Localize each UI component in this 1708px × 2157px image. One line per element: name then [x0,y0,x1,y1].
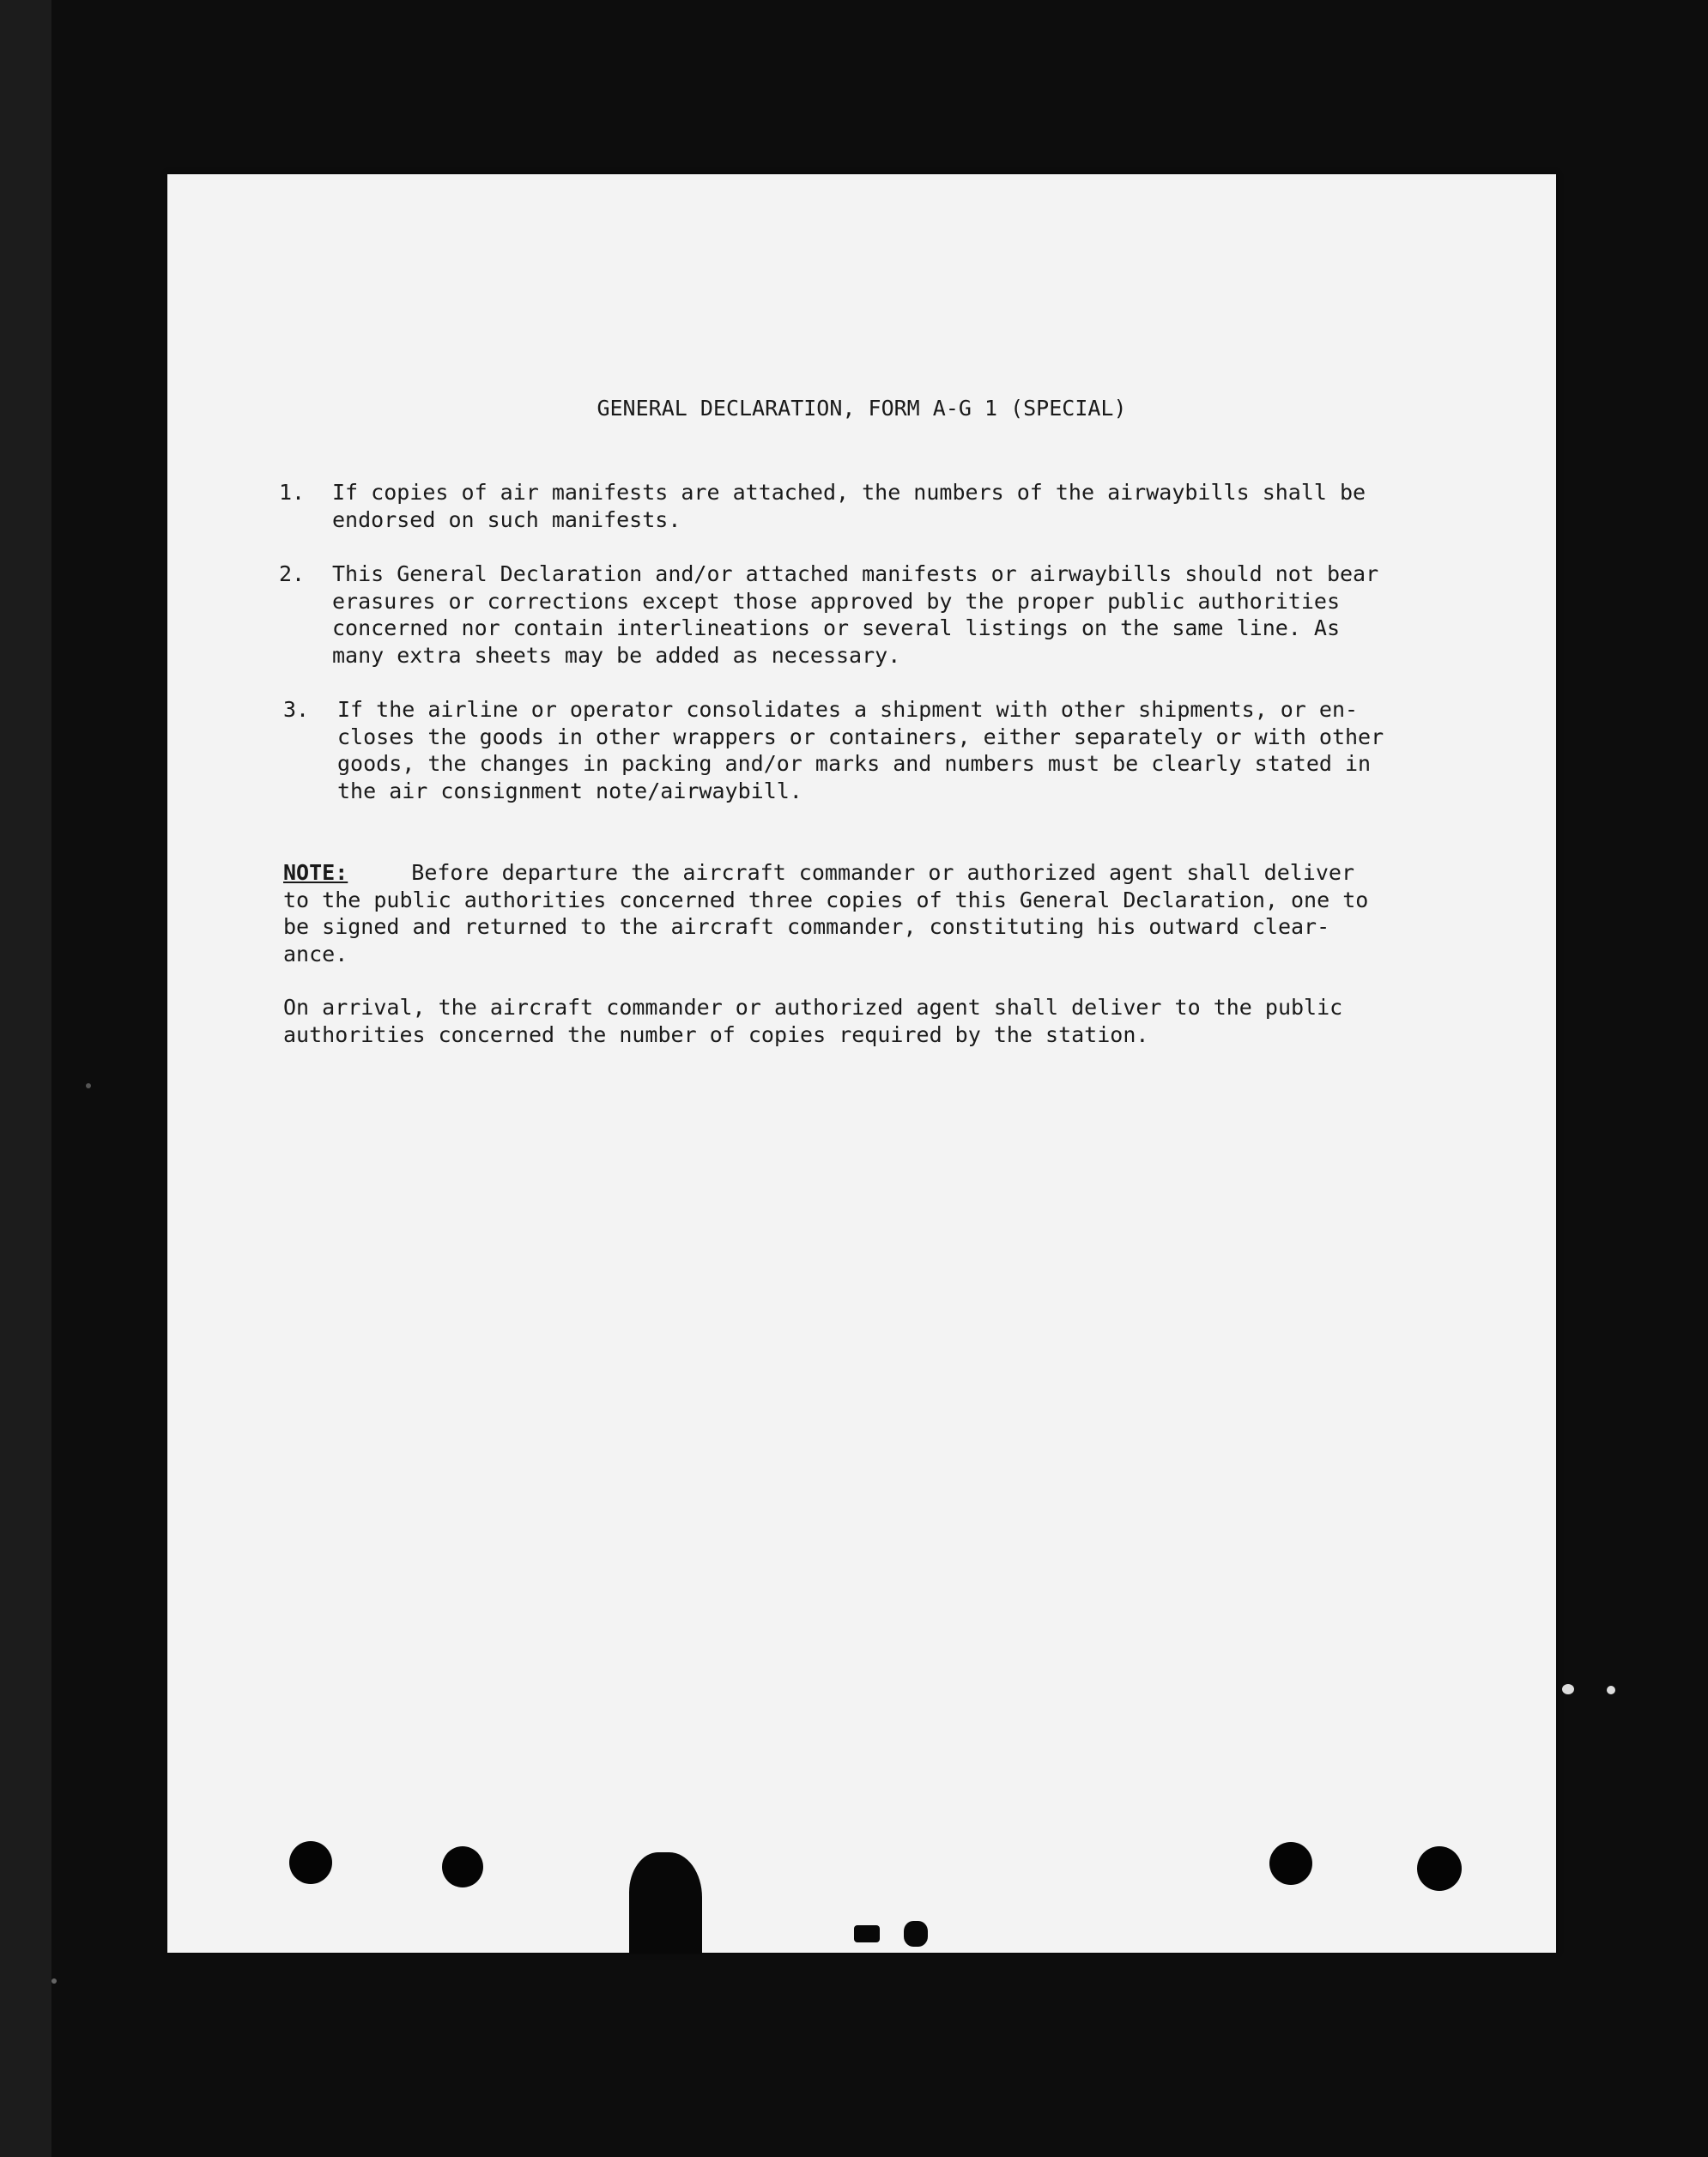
note-paragraph [283,859,1442,967]
note-first-line [283,859,1442,887]
text-line: This General Declaration and/or attached manifests or airwaybills should not bear [332,561,1379,586]
text-line: ance. [283,941,348,966]
text-line: authorities concerned the number of copies required by the station. [283,1021,1149,1047]
page-title: GENERAL DECLARATION, FORM A-G 1 (SPECIAL) [597,396,1127,421]
text-line: erasures or corrections except those approved by the proper public authorities [332,588,1340,614]
damage-mark [629,1852,702,1953]
scan-speck [1562,1684,1574,1694]
text-line: be signed and returned to the aircraft commander, constituting his outward clear- [283,914,1330,939]
item-number: 2. [279,561,306,586]
text-line: If copies of air manifests are attached, the numbers of the airwaybills shall be [332,480,1366,505]
item-text [337,696,1445,804]
damage-mark [854,1925,880,1942]
scan-margin-left [0,0,51,2157]
text-line: closes the goods in other wrappers or containers, either separately or with other [337,724,1384,749]
note-label: NOTE: [283,860,348,885]
text-line: the air consignment note/airwaybill. [337,778,803,803]
text-line: If the airline or operator consolidates a shipment with other shipments, or en- [337,697,1359,722]
punch-hole [442,1846,483,1887]
text-line: endorsed on such manifests. [332,506,681,532]
text-line: concerned nor contain interlineations or several listings on the same line. As [332,615,1340,640]
punch-hole [1417,1846,1462,1891]
show-through-shadow [451,234,471,264]
punch-hole [289,1841,332,1884]
text-line: many extra sheets may be added as necessary. [332,642,901,668]
text-line: to the public authorities concerned three copies of this General Declaration, one to [283,887,1369,912]
item-text [332,479,1438,533]
scan-speck [51,1978,57,1984]
item-text [332,560,1438,669]
arrival-paragraph [283,994,1451,1048]
scan-speck [1607,1686,1615,1694]
item-number: 1. [279,480,306,505]
item-number: 3. [283,697,310,722]
punch-hole [1269,1842,1312,1885]
document-page [167,174,1556,1953]
damage-mark [904,1921,928,1947]
text-line: On arrival, the aircraft commander or authorized agent shall deliver to the public [283,995,1343,1020]
text-line: goods, the changes in packing and/or marks and numbers must be clearly stated in [337,751,1372,776]
text-line: Before departure the aircraft commander or authorized agent shall deliver [411,860,1355,885]
scan-speck [86,1083,91,1088]
